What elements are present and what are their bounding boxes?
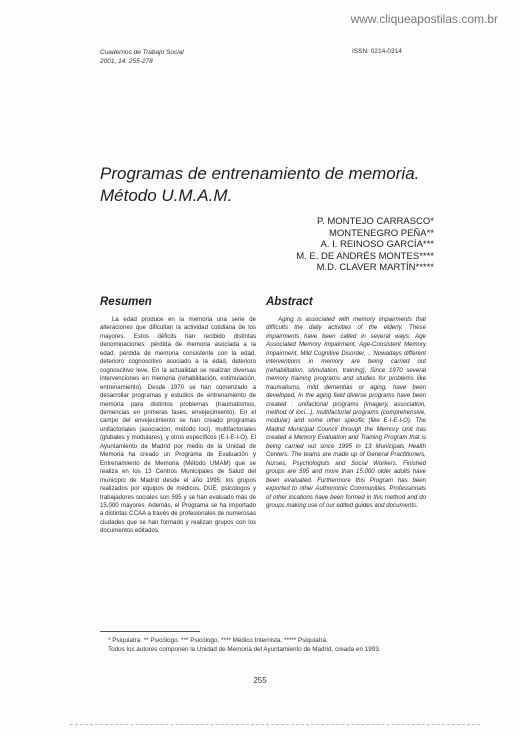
title-line-2: Método U.M.A.M. xyxy=(100,186,233,205)
author-name: MONTENEGRO PEÑA** xyxy=(328,227,434,239)
abstract-section xyxy=(266,296,426,510)
author-name: A. I. REINOSO GARCÍA*** xyxy=(320,239,434,250)
author-name: P. MONTEJO CARRASCO* xyxy=(316,216,434,227)
journal-name: Cuadernos de Trabajo Social xyxy=(100,49,184,56)
page-number: 255 xyxy=(253,676,267,685)
site-watermark: www.cliqueapostilas.com.br xyxy=(350,12,498,26)
abstract-text: Aging is associated with memory impairments that difficults the daily activities of the elderly. These impairments have been called in several ways: Age Associated Memory Impairment, Age-Consistent Memory Impairment, Mild Cognitive Disorder, .. Nowadays different interventions in memory are being carried out (rehabilitation, stimulation, training). Since 1970 several memory training programs and studies for problems like traumatisms, mild dementias or aging, have been developed. In the aging field diverse programs have been created : unifactorial programs (imagery, association, method of loci...), multifactorial programs (comprehensive, modular) and some other specific (like E-I-E-I-O). The Madrid Municipal Council through the Memory Unit has created a Memory Evaluation and Training Program that is being carried out since 1995 in 13 Municipals Health Centers. The teams are made up of General Practitioners, Nurses, Psychologists and Social Workers. Finished groups are 595 and more than 15.000 older adults have been evaluated. Furthermore this Program has been exported to other Authonomic Communities. Professionals of other locations have been formed in this method and do groups making use of our edited guides and documents. xyxy=(266,316,426,509)
resumen-section xyxy=(100,296,256,536)
article-title xyxy=(100,163,430,207)
scan-edge-line xyxy=(70,724,480,725)
footnote-divider xyxy=(100,631,200,632)
issn-label: ISSN: 0214-0314 xyxy=(352,48,402,55)
abstract-heading: Abstract xyxy=(266,296,313,308)
journal-citation xyxy=(100,48,184,66)
journal-volume: 2001, 14: 255-278 xyxy=(100,58,153,65)
footnote-roles: * Psiquiatra. ** Psicólogo. *** Psicólogo. **** Médico Internista. ***** Psiquiatra. xyxy=(108,637,328,644)
title-line-1: Programas de entrenamiento de memoria. xyxy=(100,164,420,183)
resumen-text: La edad produce en la memoria una serie de alteraciones que dificultan la actividad cotidiana de los mayores. Estos déficits han recibido distintas denominaciones: pérdida de memoria asociada a la edad, pérdida de memoria consistente con la edad, deterioro cognoscitivo asociado a la edad, deterioro cognoscitivo leve. En la actualidad se realizan diversas intervenciones en memoria (rehabilitación, estimulación, entrenamiento). Desde 1970 se han comenzado a desarrollar programas y estudios de entrenamiento de memoria para distintos problemas (traumatismos, demencias en primeras fases, envejecimiento). En el campo del envejecimiento se han creado programas unifactoriales (asociación, método loci), multifactoriales (globales y modulares), y otros específicos (E-I-E-I-O). El Ayuntamiento de Madrid por medio de la Unidad de Memoria ha creado un Programa de Evaluación y Entrenamiento de Memoria (Método UMAM) que se realiza en los 13 Centros Municipales de Salud del municipio de Madrid desde el año 1995; los grupos realizados por equipos de médicos, DUE, psicólogos y trabajadores sociales son 595 y se han evaluado más de 15.000 mayores. Además, el Programa se ha importado a distintas CCAA a través de profesionales de numerosas ciudades que se han formado y realizan grupos con los documentos editados. xyxy=(100,316,256,535)
footnote-affiliation: Todos los autores componen la Unidad de Memoria del Ayuntamiento de Madrid, creada en 1993. xyxy=(108,646,381,653)
footnotes xyxy=(108,636,428,654)
author-name: M. E. DE ANDRÉS MONTES**** xyxy=(296,250,434,262)
resumen-heading: Resumen xyxy=(100,296,152,308)
author-name: M.D. CLAVER MARTÍN***** xyxy=(316,262,434,273)
author-list xyxy=(234,216,434,274)
